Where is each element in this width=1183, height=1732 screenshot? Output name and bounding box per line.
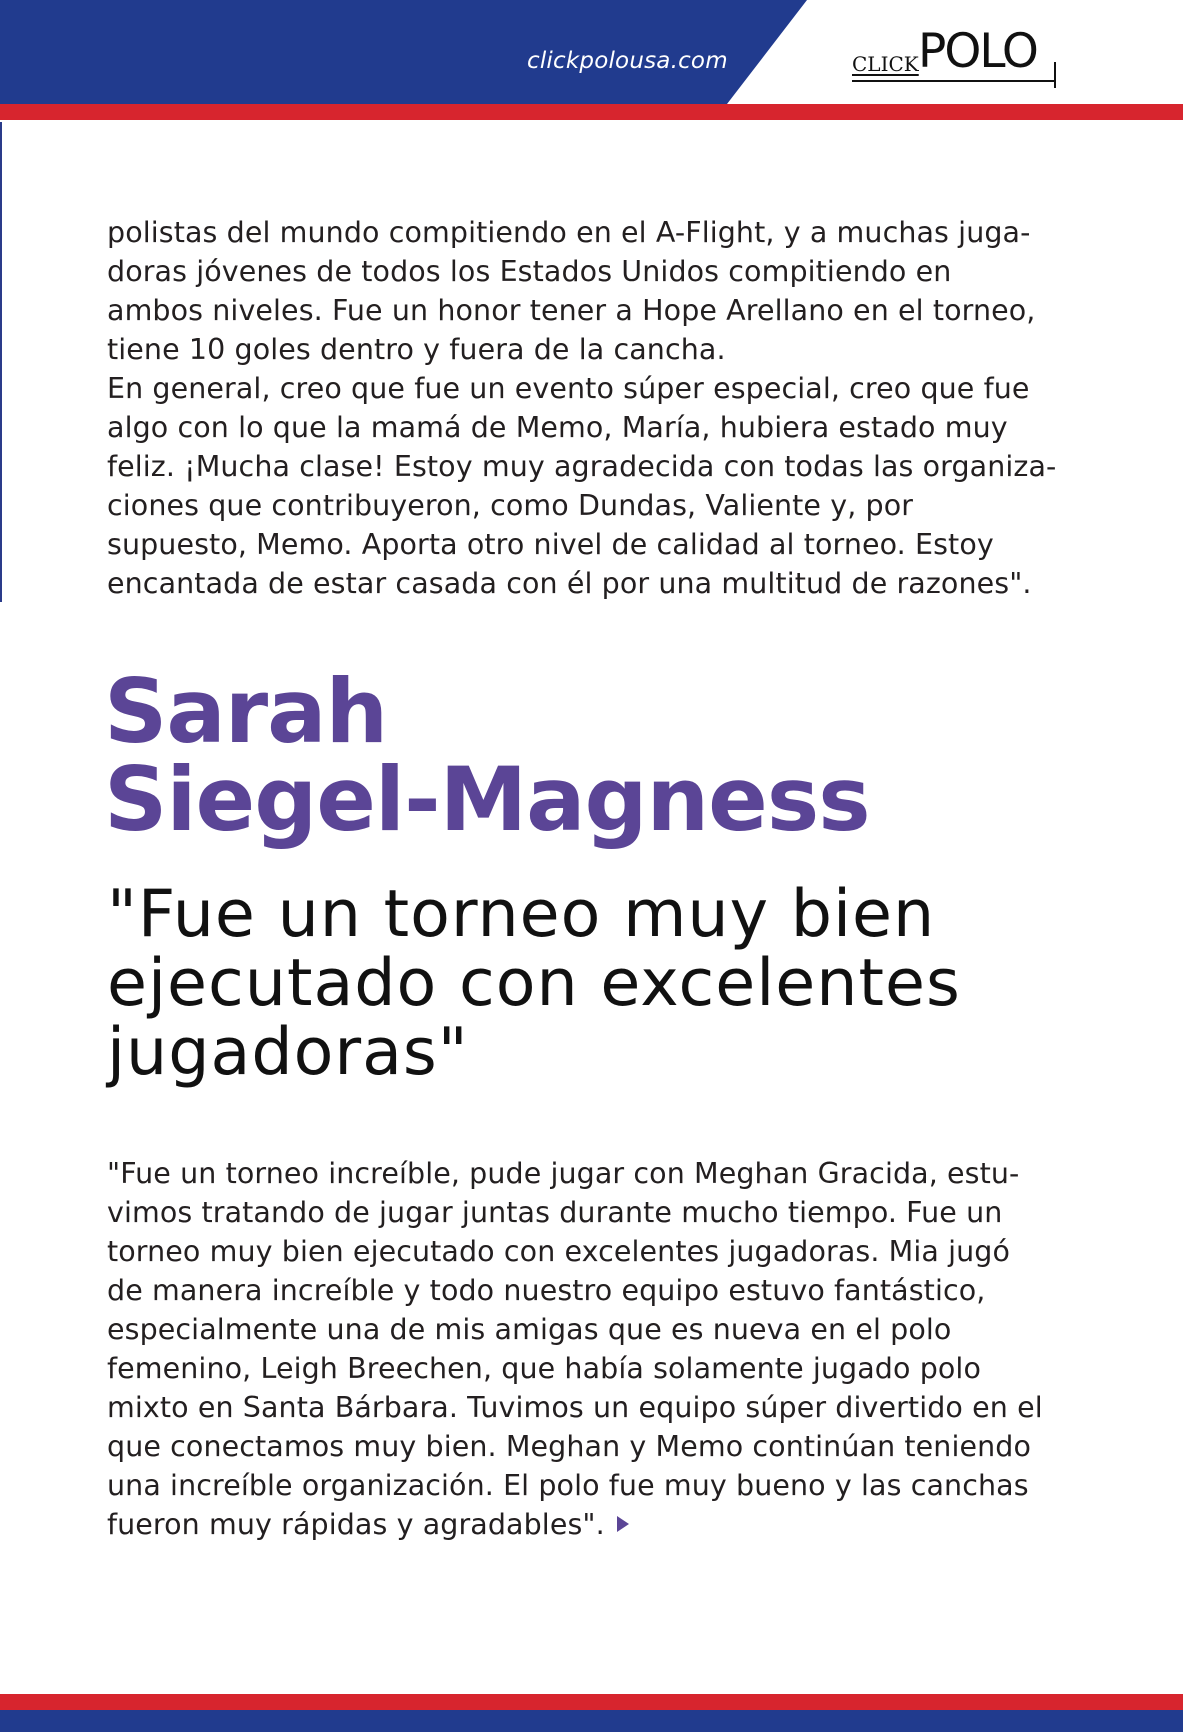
pull-quote: "Fue un torneo muy bien ejecutado con excelentes jugadoras" <box>107 877 961 1090</box>
site-url-link[interactable]: clickpolousa.com <box>527 48 728 74</box>
footer-red-stripe <box>0 1694 1183 1710</box>
left-margin-rule <box>0 122 2 602</box>
interviewee-name-heading <box>104 660 870 851</box>
name-line-2: Siegel-Magness <box>104 748 870 851</box>
name-line-1: Sarah <box>104 660 388 763</box>
triangle-right-icon <box>617 1516 629 1532</box>
page-header <box>0 0 1183 122</box>
logo-underline <box>852 80 1056 82</box>
logo-polo-text: POLO <box>918 24 1037 79</box>
article-paragraph-2-text: "Fue un torneo increíble, pude jugar con Meghan Gracida, estu- vimos tratando de jugar juntas durante mucho tiempo. Fue un torneo muy bien ejecutado con excelentes jugadoras. Mia jugó de manera increíble y todo nuestro equipo estuvo fantástico, especialmente una de mis amigas que es nueva en el polo femenino, Leigh Breechen, que había solamente jugado polo mixto en Santa Bárbara. Tuvimos un equipo súper divertido en el que conectamos muy bien. Meghan y Memo continúan teniendo una increíble organización. El polo fue muy bueno y las canchas fueron muy rápidas y agradables". <box>107 1157 1043 1541</box>
clickpolo-logo[interactable] <box>852 24 1062 94</box>
article-paragraph-1: polistas del mundo compitiendo en el A-Flight, y a muchas juga- doras jóvenes de todos los Estados Unidos compitiendo en ambos niveles. Fue un honor tener a Hope Arellano en el torneo, tiene 10 goles dentro y fuera de la cancha. En general, creo que fue un evento súper especial, creo que fue algo con lo que la mamá de Memo, María, hubiera estado muy feliz. ¡Mucha clase! Estoy muy agradecida con todas las organiza- ciones que contribuyeron, como Dundas, Valiente y, por supuesto, Memo. Aporta otro nivel de calidad al torneo. Estoy encantada de estar casada con él por una multitud de razones". <box>107 216 1057 600</box>
footer-blue-stripe <box>0 1710 1183 1732</box>
article-paragraph-2 <box>107 1154 1107 1544</box>
logo-tick-mark <box>1054 62 1056 88</box>
logo-click-text: CLICK <box>852 52 919 76</box>
